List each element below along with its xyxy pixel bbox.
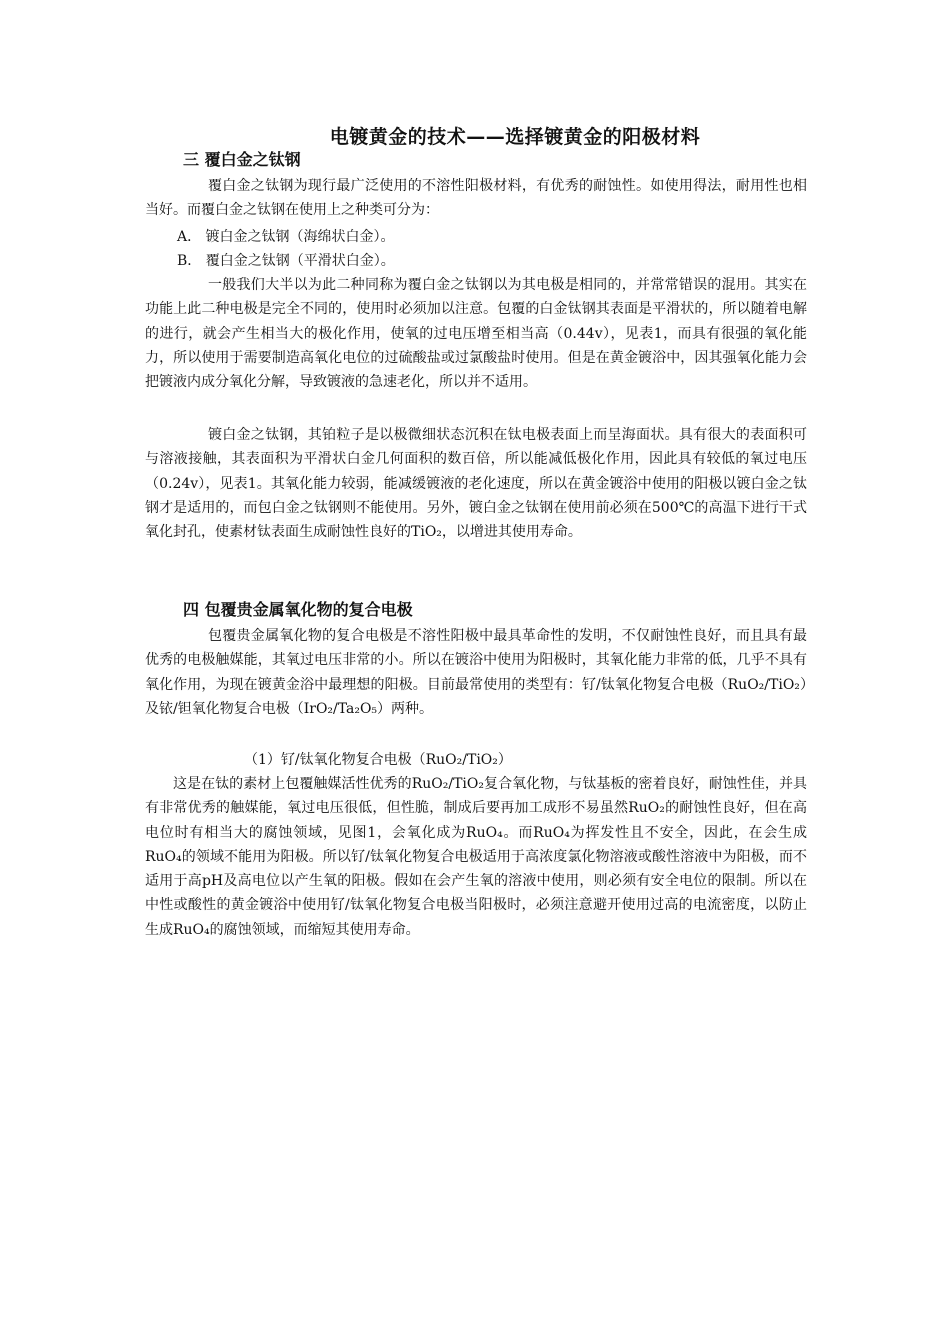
section-3-heading: 三 覆白金之钛钢: [183, 150, 301, 169]
section-3-paragraph-2: 一般我们大半以为此二种同称为覆白金之钛钢以为其电极是相同的，并常常错误的混用。其实在功能上此二种电极是完全不同的，使用时必须加以注意。包覆的白金钛钢其表面是平滑状的，所以随着电解的进行，就会产生相当大的极化作用，使氧的过电压增至相当高（0.44v），见表1，而具有很强的氧化能力，所以使用于需要制造高氧化电位的过硫酸盐或过氯酸盐时使用。但是在黄金镀浴中，因其强氧化能力会把镀液内成分氧化分解，导致镀液的急速老化，所以并不适用。: [145, 277, 807, 391]
section-4-heading: 四 包覆贵金属氧化物的复合电极: [183, 600, 413, 619]
section-4-paragraph-2: 这是在钛的素材上包覆触媒活性优秀的RuO₂/TiO₂复合氧化物，与钛基板的密着良好，耐蚀性佳，并具有非常优秀的触媒能，氧过电压很低，但性脆，制成后要再加工成形不易虽然RuO₂的耐蚀性良好，但在高电位时有相当大的腐蚀领域，见图1，会氧化成为RuO₄。而RuO₄为挥发性且不安全，因此，在会生成RuO₄的领域不能用为阳极。所以钌/钛氧化物复合电极适用于高浓度氯化物溶液或酸性溶液中为阳极，而不适用于高pH及高电位以产生氧的阳极。假如在会产生氧的溶液中使用，则必须有安全电位的限制。所以在中性或酸性的黄金镀浴中使用钌/钛氧化物复合电极当阳极时，必须注意避开使用过高的电流密度，以防止生成RuO₄的腐蚀领域，而缩短其使用寿命。: [145, 776, 807, 938]
section-4-paragraph-1: 包覆贵金属氧化物的复合电极是不溶性阳极中最具革命性的发明，不仅耐蚀性良好，而且具有最优秀的电极触媒能，其氧过电压非常的小。所以在镀浴中使用为阳极时，其氧化能力非常的低，几乎不具有氧化作用，为现在镀黄金浴中最理想的阳极。目前最常使用的类型有：钌/钛氧化物复合电极（RuO₂/TiO₂）及铱/钽氧化物复合电极（IrO₂/Ta₂O₅）两种。: [145, 628, 807, 717]
document-title: 电镀黄金的技术——选择镀黄金的阳极材料: [329, 126, 701, 148]
section-3-list-item-b: B． 覆白金之钛钢（平滑状白金）。: [177, 253, 395, 269]
section-3-paragraph-3: 镀白金之钛钢，其铂粒子是以极微细状态沉积在钛电极表面上而呈海面状。具有很大的表面积可与溶液接触，其表面积为平滑状白金几何面积的数百倍，所以能减低极化作用，因此具有较低的氧过电压（0.24v），见表1。其氧化能力较弱，能减缓镀液的老化速度，所以在黄金镀浴中使用的阳极以镀白金之钛钢才是适用的，而包白金之钛钢则不能使用。另外，镀白金之钛钢在使用前必须在500℃的高温下进行干式氧化封孔，使素材钛表面生成耐蚀性良好的TiO₂，以增进其使用寿命。: [145, 427, 807, 541]
section-4-subheading-1: （1）钌/钛氧化物复合电极（RuO₂/TiO₂）: [244, 752, 512, 768]
section-3-list-item-a: A． 镀白金之钛钢（海绵状白金）。: [177, 229, 395, 245]
section-3-paragraph-1: 覆白金之钛钢为现行最广泛使用的不溶性阳极材料，有优秀的耐蚀性。如使用得法，耐用性也相当好。而覆白金之钛钢在使用上之种类可分为：: [145, 178, 807, 219]
